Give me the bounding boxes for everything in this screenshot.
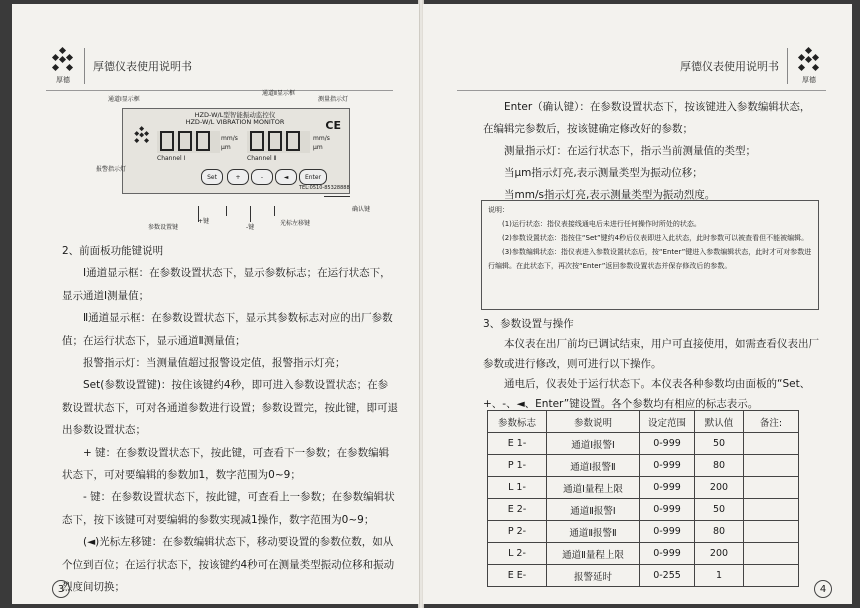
header-divider: [84, 48, 85, 84]
header-rule: [457, 90, 826, 91]
paragraph: Enter（确认键）：在参数设置状态下，按该键进入参数编辑状态，在编辑完参数后，按该键确定修改好的参数；: [483, 101, 811, 135]
front-panel-figure: [86, 90, 376, 234]
table-cell: P 1-: [488, 455, 547, 477]
table-cell: E 1-: [488, 433, 547, 455]
page-number: 4: [814, 580, 832, 598]
note-title: 说明：: [488, 206, 509, 214]
table-header: 参数说明: [547, 411, 640, 433]
table-cell: E 2-: [488, 499, 547, 521]
page-number: 3: [52, 580, 70, 598]
leader-left: [274, 206, 275, 216]
leader-enter: [324, 196, 350, 197]
left-body: [62, 240, 398, 599]
channel2-display: [247, 131, 310, 153]
table-cell: 0-999: [640, 433, 695, 455]
table-cell: 0-999: [640, 477, 695, 499]
panel-phone: TEL:0510-85328888: [299, 185, 350, 191]
leader-plus: [226, 206, 227, 216]
unit-um-1: μm: [221, 144, 231, 151]
paragraph: (◄)光标左移键：在参数编辑状态下，移动要设置的参数位数，如从个位到百位；在运行状态下，按该键约4秒可在测量类型振动位移和振动烈度间切换；: [62, 536, 395, 594]
table-cell: 0-999: [640, 543, 695, 565]
note-item: (1)运行状态：指仪表接线通电后未进行任何操作时所处的状态。: [502, 220, 701, 228]
paragraph: - 键：在参数设置状态下，按此键，可查看上一参数；在参数编辑状态下，按下该键可对要编辑的参数实现减1操作，数字范围为0~9；: [62, 491, 395, 526]
paragraph: + 键：在参数设置状态下，按此键，可查看下一参数；在参数编辑状态下，可对要编辑的参数加1，数字范围为0~9；: [62, 446, 390, 482]
table-row: [488, 521, 799, 543]
page-header: [50, 46, 192, 86]
table-row: [488, 455, 799, 477]
table-cell: [744, 565, 799, 587]
paragraph: Set(参数设置键)：按住该键约4秒，即可进入参数设置状态；在参数设置状态下，可对各通道参数进行设置；参数设置完，按此键，即可退出参数设置状态；: [62, 379, 398, 437]
note-box: [481, 200, 819, 310]
minus-button[interactable]: -: [251, 169, 273, 185]
table-cell: L 1-: [488, 477, 547, 499]
header-divider: [787, 48, 788, 84]
table-cell: 0-999: [640, 521, 695, 543]
logo-caption: 厚德: [802, 75, 816, 84]
set-button[interactable]: Set: [201, 169, 223, 185]
panel-logo-icon: [133, 127, 151, 145]
table-cell: 80: [695, 455, 744, 477]
logo-icon: [50, 48, 76, 74]
header-title: 厚德仪表使用说明书: [93, 60, 192, 73]
table-cell: 0-999: [640, 499, 695, 521]
right-page: [422, 4, 852, 604]
paragraph: 当μm指示灯亮,表示测量类型为振动位移；: [504, 167, 703, 179]
table-header-row: [488, 411, 799, 433]
channel1-label: Channel Ⅰ: [157, 155, 186, 162]
table-cell: [744, 455, 799, 477]
table-header: 默认值: [695, 411, 744, 433]
model-line-1: HZD-W/L型智能振动监控仪: [194, 111, 276, 119]
logo: [796, 48, 822, 85]
table-row: [488, 499, 799, 521]
table-row: [488, 433, 799, 455]
table-cell: E E-: [488, 565, 547, 587]
page-header: [680, 46, 822, 86]
channel1-display: [157, 131, 220, 153]
channel2-label: Channel Ⅱ: [247, 155, 277, 162]
paragraph: 当mm/s指示灯亮,表示测量类型为振动烈度。: [504, 189, 716, 201]
table-cell: [744, 521, 799, 543]
paragraph: 报警指示灯：当测量值超过报警设定值，报警指示灯亮；: [83, 357, 346, 370]
paragraph: 测量指示灯：在运行状态下，指示当前测量值的类型；: [504, 145, 756, 157]
table-cell: 通道Ⅱ报警Ⅰ: [547, 499, 640, 521]
header-rule: [46, 90, 393, 91]
cursor-left-button[interactable]: ◄: [275, 169, 297, 185]
table-cell: 通道Ⅱ报警Ⅱ: [547, 521, 640, 543]
section-title: 2、前面板功能键说明: [62, 245, 164, 257]
ce-mark: CE: [325, 119, 341, 132]
plus-button[interactable]: +: [227, 169, 249, 185]
callout-ch1: 通道Ⅰ显示框: [108, 96, 140, 103]
table-header: 参数标志: [488, 411, 547, 433]
table-cell: 通道Ⅰ报警Ⅰ: [547, 433, 640, 455]
table-cell: [744, 499, 799, 521]
note-item: (3)参数编辑状态：指仪表进入参数设置状态后，按“Enter”键进入参数编辑状态，此时才可对参数进行编辑。在此状态下，再次按“Enter”返回参数设置状态并保存修改后的参数。: [488, 248, 812, 270]
table-cell: 0-255: [640, 565, 695, 587]
table-cell: 50: [695, 499, 744, 521]
label-enter-key: 确认键: [352, 206, 371, 213]
section-title: 3、参数设置与操作: [483, 318, 574, 330]
callout-ch2: 通道Ⅱ显示框: [262, 90, 295, 97]
table-cell: 200: [695, 543, 744, 565]
table-header: 备注:: [744, 411, 799, 433]
right-body: [483, 96, 819, 206]
logo: [50, 48, 76, 85]
logo-caption: 厚德: [56, 75, 70, 84]
table-row: [488, 477, 799, 499]
label-plus-key: +键: [198, 218, 210, 225]
table-cell: 200: [695, 477, 744, 499]
table-cell: [744, 477, 799, 499]
table-cell: 通道Ⅰ量程上限: [547, 477, 640, 499]
unit-um-2: μm: [313, 144, 323, 151]
model-title: [175, 112, 295, 126]
alarm-lamp-label: 报警指示灯: [96, 166, 127, 173]
table-cell: 通道Ⅱ量程上限: [547, 543, 640, 565]
leader-minus: [250, 206, 251, 222]
paragraph: 本仪表在出厂前均已调试结束，用户可直接使用，如需查看仪表出厂参数或进行修改，则可进行以下操作。: [483, 338, 819, 370]
header-title: 厚德仪表使用说明书: [680, 60, 779, 73]
paragraph: Ⅰ通道显示框：在参数设置状态下，显示参数标志；在运行状态下，显示通道Ⅰ测量值；: [62, 267, 391, 302]
left-page: [12, 4, 420, 604]
table-cell: 50: [695, 433, 744, 455]
table-row: [488, 565, 799, 587]
table-header: 设定范围: [640, 411, 695, 433]
table-cell: 报警延时: [547, 565, 640, 587]
table-cell: P 2-: [488, 521, 547, 543]
enter-button[interactable]: Enter: [299, 169, 327, 185]
label-left-key: 光标左移键: [280, 220, 311, 227]
table-row: [488, 543, 799, 565]
device-panel: [122, 108, 350, 194]
logo-icon: [796, 48, 822, 74]
table-cell: 0-999: [640, 455, 695, 477]
table-cell: 80: [695, 521, 744, 543]
table-cell: 1: [695, 565, 744, 587]
model-line-2: HZD-W/L VIBRATION MONITOR: [185, 118, 285, 126]
label-minus-key: -键: [246, 224, 255, 231]
unit-mms-1: mm/s: [221, 135, 238, 142]
unit-mms-2: mm/s: [313, 135, 330, 142]
label-set-key: 参数设置键: [148, 224, 179, 231]
callout-lamp: 测量指示灯: [318, 96, 349, 103]
table-cell: [744, 433, 799, 455]
table-cell: L 2-: [488, 543, 547, 565]
table-cell: [744, 543, 799, 565]
note-item: (2)参数设置状态：指按住“Set”键约4秒后仪表即进入此状态，此时参数可以被查看但不能被编辑。: [502, 234, 809, 242]
table-cell: 通道Ⅰ报警Ⅱ: [547, 455, 640, 477]
paragraph: 通电后，仪表处于运行状态下。本仪表各种参数均由面板的“Set、+、-、◄、Enter”键设置。各个参数均有相应的标志表示。: [483, 378, 811, 410]
paragraph: Ⅱ通道显示框：在参数设置状态下，显示其参数标志对应的出厂参数值；在运行状态下，显示通道Ⅱ测量值；: [62, 312, 393, 347]
section-3: [483, 314, 819, 414]
parameter-table: [487, 410, 799, 587]
